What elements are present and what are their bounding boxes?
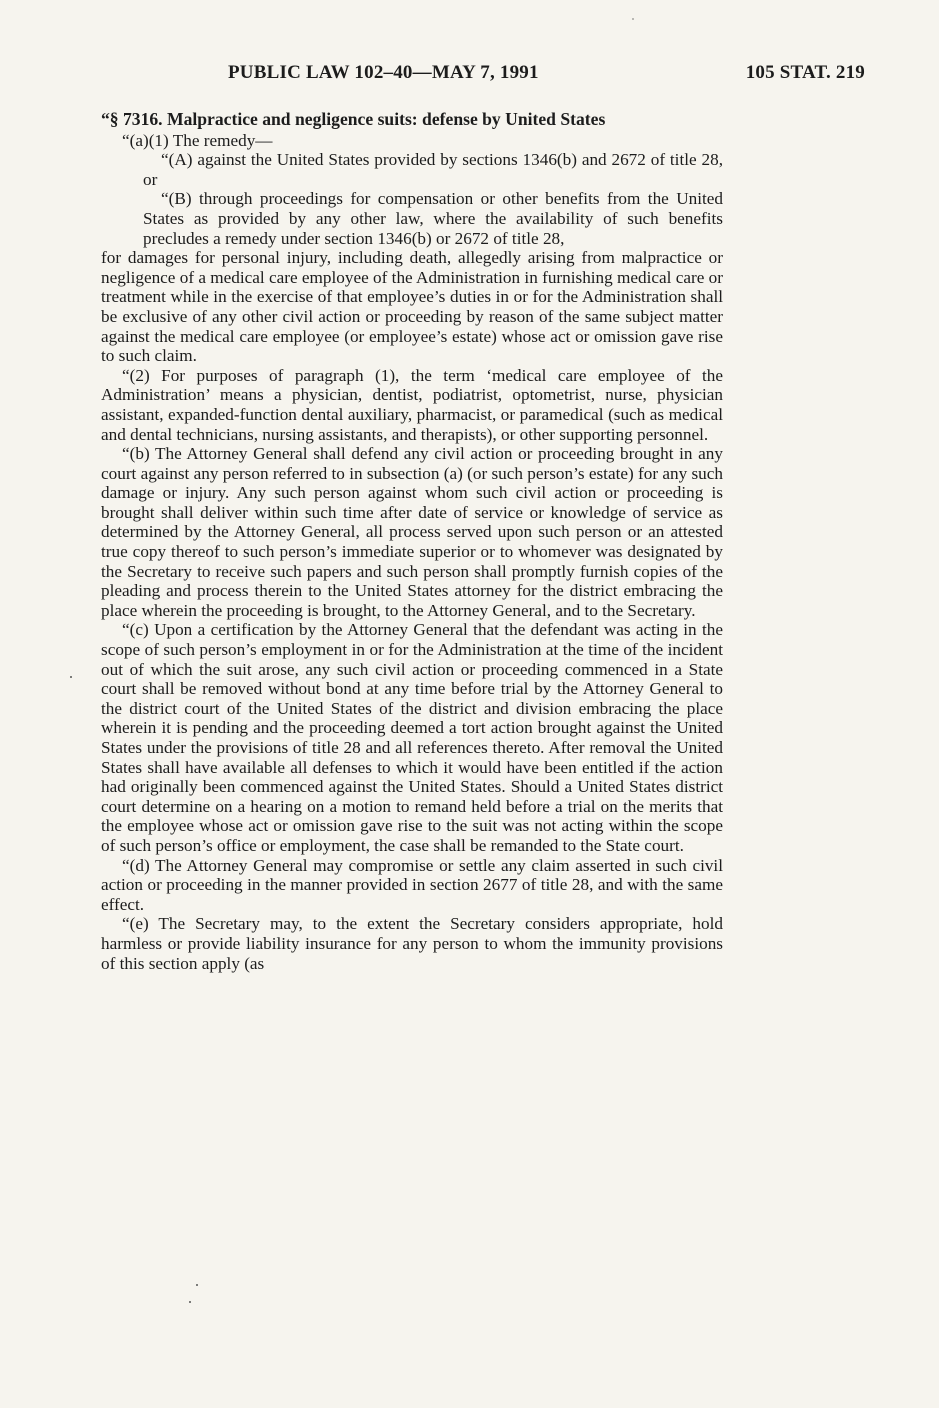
- page-header: [100, 62, 865, 88]
- paragraph-a1-B: “(B) through proceedings for compensation or other benefits from the United States as provided by any other law, where the availability of such benefits precludes a remedy under section 1346(b) or 2672 of title 28,: [143, 189, 723, 248]
- paragraph-d: “(d) The Attorney General may compromise or settle any claim asserted in such civil action or proceeding in the manner provided in section 2677 of title 28, and with the same effect.: [101, 855, 723, 914]
- header-stat-page: 105 STAT. 219: [745, 62, 865, 83]
- paragraph-b: “(b) The Attorney General shall defend any civil action or proceeding brought in any court against any person referred to in subsection (a) (or such person’s estate) for any such damage or injury. Any such person against whom such civil action or proceeding is brought shall deliver within such time after date of service or knowledge of service as determined by the Attorney General, all process served upon such person or an attested true copy thereof to such person’s immediate superior or to whomever was designated by the Secretary to receive such papers and such person shall promptly furnish copies of the pleading and process therein to the United States attorney for the district embracing the place wherein the proceeding is brought, to the Attorney General, and to the Secretary.: [101, 444, 723, 620]
- paragraph-a1-continuation: for damages for personal injury, including death, allegedly arising from malpractice or negligence of a medical care employee of the Administration in furnishing medical care or treatment while in the exercise of that employee’s duties in or for the Administration shall be exclusive of any other civil action or proceeding by reason of the same subject matter against the medical care employee (or employee’s estate) whose act or omission gave rise to such claim.: [101, 248, 723, 366]
- paragraph-e: “(e) The Secretary may, to the extent the Secretary considers appropriate, hold harmless or provide liability insurance for any person to whom the immunity provisions of this section apply (as: [101, 914, 723, 973]
- scan-speck: [70, 676, 72, 678]
- paragraph-a1-intro: “(a)(1) The remedy—: [122, 130, 273, 150]
- header-title: PUBLIC LAW 102–40—MAY 7, 1991: [228, 62, 539, 83]
- paragraph-a2: “(2) For purposes of paragraph (1), the term ‘medical care employee of the Administration’ means a physician, dentist, podiatrist, optometrist, nurse, physician assistant, expanded-function dental auxiliary, pharmacist, or paramedical (such as medical and dental technicians, nursing assistants, and therapists), or other supporting personnel.: [101, 365, 723, 444]
- paragraph-a1-A: “(A) against the United States provided by sections 1346(b) and 2672 of title 28, or: [143, 150, 723, 189]
- section-heading: “§ 7316. Malpractice and negligence suits: defense by United States: [101, 109, 606, 129]
- paragraph-c: “(c) Upon a certification by the Attorney General that the defendant was acting in the scope of such person’s employment in or for the Administration at the time of the incident out of which the suit arose, any such civil action or proceeding commenced in a State court shall be removed without bond at any time before trial by the Attorney General to the district court of the United States of the district and division embracing the place wherein it is pending and the proceeding deemed a tort action brought against the United States under the provisions of title 28 and all references thereto. After removal the United States shall have available all defenses to which it would have been entitled if the action had originally been commenced against the United States. Should a United States district court determine on a hearing on a motion to remand held before a trial on the merits that the employee whose act or omission gave rise to the suit was not acting within the scope of such person’s office or employment, the case shall be remanded to the State court.: [101, 620, 723, 855]
- section-body: [101, 110, 723, 973]
- scan-speck: [632, 18, 634, 20]
- scan-speck: [196, 1284, 198, 1286]
- scan-speck: [189, 1301, 191, 1303]
